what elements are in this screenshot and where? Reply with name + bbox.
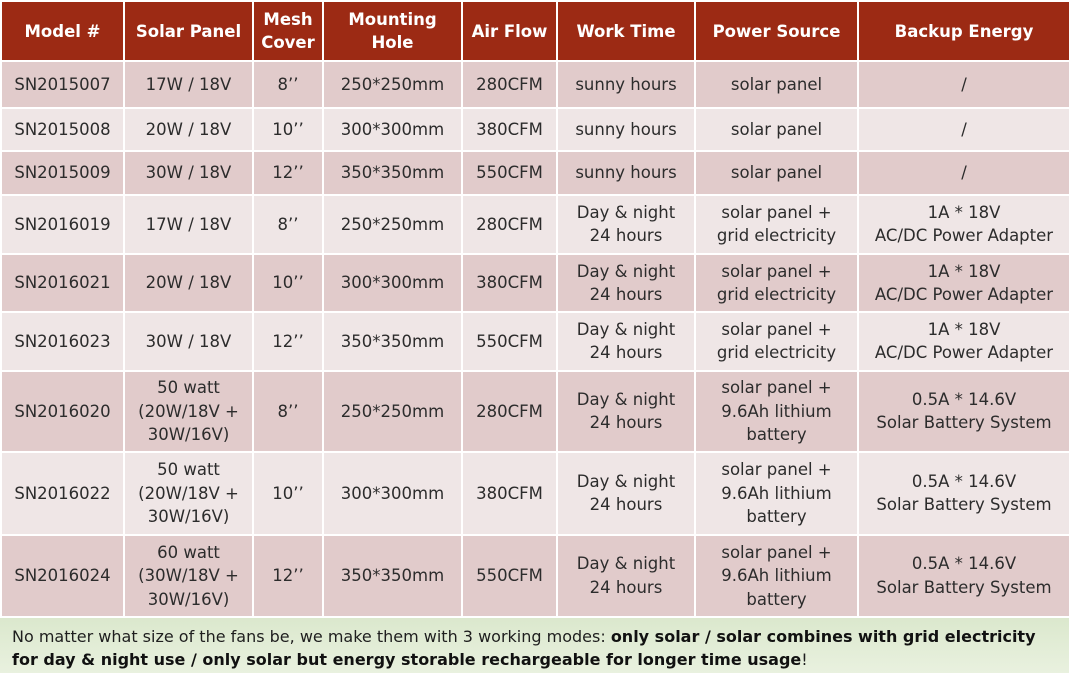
cell-backup-energy (858, 535, 1069, 618)
cell-line: 350*350mm (340, 331, 445, 351)
cell-line: 350*350mm (340, 163, 445, 183)
cell-model (1, 312, 124, 370)
cell-line: 8’’ (277, 401, 299, 421)
cell-line: 300*300mm (340, 120, 445, 140)
cell-solar-panel (124, 61, 253, 108)
cell-line: 250*250mm (340, 74, 445, 94)
cell-air-flow (462, 151, 557, 194)
cell-line: 1A * 18V (927, 319, 1001, 339)
table-row (1, 312, 1069, 370)
cell-work-time (557, 151, 695, 194)
cell-line: solar panel + (721, 261, 832, 281)
cell-line: SN2016023 (14, 331, 111, 351)
cell-mounting-hole (323, 312, 462, 370)
cell-line: grid electricity (716, 343, 837, 363)
cell-power-source (695, 254, 858, 312)
header-air-flow (462, 1, 557, 61)
table-row (1, 535, 1069, 618)
cell-work-time (557, 108, 695, 151)
cell-line: SN2015009 (14, 163, 111, 183)
cell-air-flow (462, 254, 557, 312)
cell-line: 550CFM (476, 566, 543, 585)
table-row (1, 452, 1069, 534)
cell-line: battery (746, 425, 807, 445)
header-line: Mounting (348, 10, 437, 29)
cell-mounting-hole (323, 108, 462, 151)
cell-line: 380CFM (476, 273, 543, 293)
cell-line: / (961, 163, 967, 183)
cell-line: 550CFM (476, 331, 543, 351)
cell-solar-panel (124, 195, 253, 254)
table-row (1, 371, 1069, 452)
table-row (1, 108, 1069, 151)
note-intro: No matter what size of the fans be, we make them with 3 working modes: (12, 627, 611, 646)
cell-line: / (961, 74, 967, 94)
cell-backup-energy (858, 61, 1069, 108)
cell-line: SN2016019 (14, 214, 111, 234)
cell-mesh-cover (253, 195, 323, 254)
cell-work-time (557, 452, 695, 534)
cell-mounting-hole (323, 371, 462, 452)
cell-line: 1A * 18V (927, 261, 1001, 281)
note-mode-3: only solar but energy storable rechargeable for longer time usage (202, 650, 802, 669)
cell-line: 20W / 18V (145, 120, 232, 140)
cell-solar-panel (124, 254, 253, 312)
header-line: Cover (261, 33, 315, 52)
cell-line: Day & night (576, 319, 676, 339)
cell-line: 380CFM (476, 120, 543, 140)
header-work-time (557, 1, 695, 61)
cell-line: 24 hours (589, 343, 663, 363)
cell-line: 10’’ (272, 120, 304, 140)
cell-solar-panel (124, 312, 253, 370)
cell-line: 20W / 18V (145, 273, 232, 293)
cell-backup-energy (858, 254, 1069, 312)
cell-line: 10’’ (272, 483, 304, 503)
cell-line: Solar Battery System (876, 495, 1052, 515)
cell-model (1, 371, 124, 452)
header-mounting-hole (323, 1, 462, 61)
cell-line: Solar Battery System (876, 577, 1052, 597)
cell-line: 30W/16V) (147, 425, 230, 445)
cell-line: battery (746, 589, 807, 609)
cell-line: 24 hours (589, 226, 663, 246)
cell-power-source (695, 61, 858, 108)
cell-line: 10’’ (272, 273, 304, 293)
cell-line: 30W/16V) (147, 507, 230, 527)
cell-solar-panel (124, 371, 253, 452)
cell-backup-energy (858, 195, 1069, 254)
cell-line: 0.5A * 14.6V (911, 389, 1017, 409)
cell-line: AC/DC Power Adapter (874, 226, 1054, 246)
cell-line: (30W/18V + (138, 566, 239, 585)
cell-line: 9.6Ah lithium (721, 401, 832, 421)
cell-work-time (557, 195, 695, 254)
cell-mounting-hole (323, 151, 462, 194)
cell-line: solar panel (730, 74, 823, 94)
header-power-source (695, 1, 858, 61)
cell-line: sunny hours (575, 163, 677, 183)
cell-power-source (695, 452, 858, 534)
header-solar-panel (124, 1, 253, 61)
note-mode-1: only solar (610, 627, 700, 646)
cell-line: solar panel + (721, 319, 832, 339)
header-line: Backup Energy (894, 21, 1034, 41)
cell-mounting-hole (323, 195, 462, 254)
cell-line: grid electricity (716, 285, 837, 305)
cell-line: 280CFM (476, 214, 543, 234)
cell-line: 380CFM (476, 483, 543, 503)
cell-line: solar panel + (721, 542, 832, 562)
header-mesh-cover (253, 1, 323, 61)
cell-mesh-cover (253, 535, 323, 618)
cell-model (1, 151, 124, 194)
cell-mesh-cover (253, 254, 323, 312)
cell-line: 8’’ (277, 214, 299, 234)
cell-line: 24 hours (589, 285, 663, 305)
header-line: Power Source (712, 21, 841, 41)
header-line: Air Flow (471, 21, 548, 41)
cell-backup-energy (858, 312, 1069, 370)
cell-air-flow (462, 195, 557, 254)
note-mode-2: solar combines with grid electricity for day & night use (12, 627, 1036, 669)
cell-line: 0.5A * 14.6V (911, 471, 1017, 491)
cell-line: 250*250mm (340, 214, 445, 234)
cell-backup-energy (858, 151, 1069, 194)
cell-line: 60 watt (157, 542, 220, 562)
cell-line: 0.5A * 14.6V (911, 554, 1017, 574)
cell-model (1, 535, 124, 618)
cell-line: 9.6Ah lithium (721, 483, 832, 503)
cell-mounting-hole (323, 61, 462, 108)
cell-line: 50 watt (157, 378, 220, 398)
cell-work-time (557, 535, 695, 618)
cell-backup-energy (858, 452, 1069, 534)
cell-line: sunny hours (575, 74, 677, 94)
cell-power-source (695, 195, 858, 254)
cell-line: 9.6Ah lithium (721, 566, 832, 585)
cell-line: Day & night (576, 554, 676, 574)
cell-line: Day & night (576, 202, 676, 222)
cell-mounting-hole (323, 535, 462, 618)
cell-line: 12’’ (272, 331, 304, 351)
cell-air-flow (462, 108, 557, 151)
cell-line: solar panel + (721, 460, 832, 480)
cell-mesh-cover (253, 312, 323, 370)
cell-line: grid electricity (716, 226, 837, 246)
cell-mesh-cover (253, 61, 323, 108)
cell-line: / (961, 120, 967, 140)
cell-mounting-hole (323, 452, 462, 534)
header-backup-energy (858, 1, 1069, 61)
cell-line: 1A * 18V (927, 202, 1001, 222)
cell-line: SN2015008 (14, 120, 111, 140)
table-header-row (1, 1, 1069, 61)
header-model (1, 1, 124, 61)
cell-line: battery (746, 507, 807, 527)
cell-mesh-cover (253, 371, 323, 452)
table-body (1, 61, 1069, 617)
cell-model (1, 452, 124, 534)
header-line: Model # (24, 21, 101, 41)
cell-line: Day & night (576, 471, 676, 491)
cell-air-flow (462, 312, 557, 370)
cell-model (1, 254, 124, 312)
cell-line: SN2016022 (14, 483, 111, 503)
cell-solar-panel (124, 535, 253, 618)
cell-air-flow (462, 452, 557, 534)
cell-line: solar panel (730, 120, 823, 140)
cell-line: solar panel + (721, 378, 832, 398)
cell-power-source (695, 535, 858, 618)
cell-line: SN2015007 (14, 74, 111, 94)
cell-line: SN2016024 (14, 566, 111, 585)
table-row (1, 254, 1069, 312)
cell-work-time (557, 61, 695, 108)
cell-line: (20W/18V + (138, 483, 239, 503)
cell-work-time (557, 371, 695, 452)
note-end: ! (801, 650, 808, 669)
cell-air-flow (462, 535, 557, 618)
cell-line: 8’’ (277, 74, 299, 94)
cell-line: 250*250mm (340, 401, 445, 421)
cell-line: 17W / 18V (145, 214, 232, 234)
cell-line: 300*300mm (340, 273, 445, 293)
cell-power-source (695, 371, 858, 452)
cell-power-source (695, 108, 858, 151)
cell-power-source (695, 151, 858, 194)
cell-mesh-cover (253, 151, 323, 194)
cell-air-flow (462, 371, 557, 452)
cell-line: 17W / 18V (145, 74, 232, 94)
cell-line: sunny hours (575, 120, 677, 140)
cell-line: AC/DC Power Adapter (874, 343, 1054, 363)
cell-line: (20W/18V + (138, 401, 239, 421)
cell-backup-energy (858, 108, 1069, 151)
cell-model (1, 108, 124, 151)
cell-line: solar panel + (721, 202, 832, 222)
cell-line: 24 hours (589, 495, 663, 515)
cell-line: 30W/16V) (147, 589, 230, 609)
cell-air-flow (462, 61, 557, 108)
cell-line: solar panel (730, 163, 823, 183)
cell-power-source (695, 312, 858, 370)
cell-line: 50 watt (157, 460, 220, 480)
header-line: Mesh (263, 10, 313, 29)
cell-work-time (557, 312, 695, 370)
cell-line: 350*350mm (340, 566, 445, 585)
cell-line: 280CFM (476, 74, 543, 94)
cell-line: 24 hours (589, 577, 663, 597)
cell-model (1, 61, 124, 108)
cell-mesh-cover (253, 108, 323, 151)
note-separator-2: / (185, 650, 203, 669)
cell-model (1, 195, 124, 254)
cell-line: 280CFM (476, 401, 543, 421)
cell-line: 30W / 18V (145, 331, 232, 351)
cell-line: AC/DC Power Adapter (874, 285, 1054, 305)
cell-line: 12’’ (272, 163, 304, 183)
cell-solar-panel (124, 452, 253, 534)
cell-solar-panel (124, 151, 253, 194)
cell-line: 300*300mm (340, 483, 445, 503)
header-line: Hole (371, 33, 414, 52)
cell-mounting-hole (323, 254, 462, 312)
header-line: Solar Panel (135, 21, 242, 41)
cell-line: SN2016020 (14, 401, 111, 421)
table-row (1, 151, 1069, 194)
cell-line: Day & night (576, 261, 676, 281)
cell-solar-panel (124, 108, 253, 151)
table-row (1, 195, 1069, 254)
cell-line: Day & night (576, 389, 676, 409)
cell-line: 24 hours (589, 413, 663, 433)
header-line: Work Time (576, 21, 676, 41)
table-row (1, 61, 1069, 108)
cell-mesh-cover (253, 452, 323, 534)
cell-line: SN2016021 (14, 273, 111, 293)
cell-backup-energy (858, 371, 1069, 452)
cell-line: 12’’ (272, 566, 304, 585)
note-separator-1: / (699, 627, 717, 646)
working-modes-note (0, 618, 1069, 673)
cell-line: 550CFM (476, 163, 543, 183)
cell-line: 30W / 18V (145, 163, 232, 183)
cell-work-time (557, 254, 695, 312)
cell-line: Solar Battery System (876, 413, 1052, 433)
